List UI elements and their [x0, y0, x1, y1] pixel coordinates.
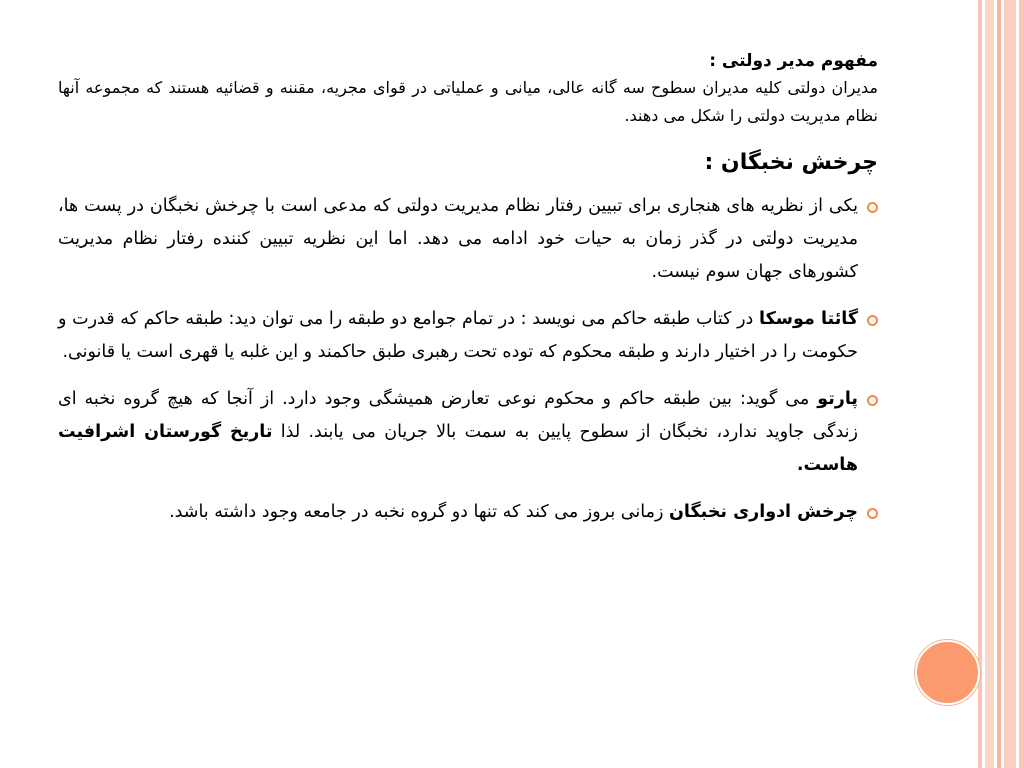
bullet-item: [58, 303, 878, 369]
bullet-bold-name: پارتو: [817, 389, 858, 409]
bullet-item: [58, 496, 878, 529]
decor-stripe-1: [978, 0, 982, 768]
decor-stripe-4: [1004, 0, 1016, 768]
heading-elite-circulation: چرخش نخبگان :: [704, 150, 878, 175]
orange-circle-icon: [915, 640, 980, 705]
bullet-text: می گوید: بین طبقه حاکم و محکوم نوعی تعارض همیشگی وجود دارد. از آنجا که هیچ گروه نخبه ای زندگی جاوید ندارد، نخبگان از سطوح پایین به سمت بالا جریان می یابند. لذا: [58, 389, 859, 442]
circle-bullet-icon: [867, 508, 878, 519]
bullet-item: [58, 383, 878, 482]
decor-stripe-2: [985, 0, 994, 768]
circle-bullet-icon: [867, 315, 878, 326]
bullet-bold-name: چرخش ادواری نخبگان: [668, 502, 858, 522]
bullet-bold-name: گائتا موسکا: [759, 309, 859, 329]
bullet-text: زمانی بروز می کند که تنها دو گروه نخبه در جامعه وجود داشته باشد.: [169, 502, 669, 522]
bullet-text: در کتاب طبقه حاکم می نویسد : در تمام جوامع دو طبقه را می توان دید: طبقه حاکم که قدرت و حکومت را در اختیار دارند و طبقه محکوم که توده تحت رهبری طبق حاکمند و این غلبه یا قهری است یا قانونی.: [58, 309, 858, 362]
decor-stripe-3: [997, 0, 1001, 768]
public-manager-definition: مدیران دولتی کلیه مدیران سطوح سه گانه عالی، میانی و عملیاتی در قوای مجریه، مقننه و قضائیه هستند که مجموعه آنها نظام مدیریت دولتی را شکل می دهند.: [58, 78, 878, 125]
bullet-text: یکی از نظریه های هنجاری برای تبیین رفتار نظام مدیریت دولتی که مدعی است با چرخش نخبگان در پست ها، مدیریت دولتی در گذر زمان به حیات خود ادامه می دهد. اما این نظریه تبیین کننده رفتار نظام مدیریت کشورهای جهان سوم نیست.: [58, 196, 858, 282]
decor-stripe-5: [1019, 0, 1024, 768]
bullet-item: [58, 190, 878, 289]
bullet-bold-quote: تاریخ گورستان اشرافیت هاست.: [58, 422, 858, 475]
circle-bullet-icon: [867, 202, 878, 213]
slide-content: [58, 48, 878, 543]
circle-bullet-icon: [867, 395, 878, 406]
heading-public-manager: مفهوم مدیر دولتی :: [709, 51, 878, 71]
